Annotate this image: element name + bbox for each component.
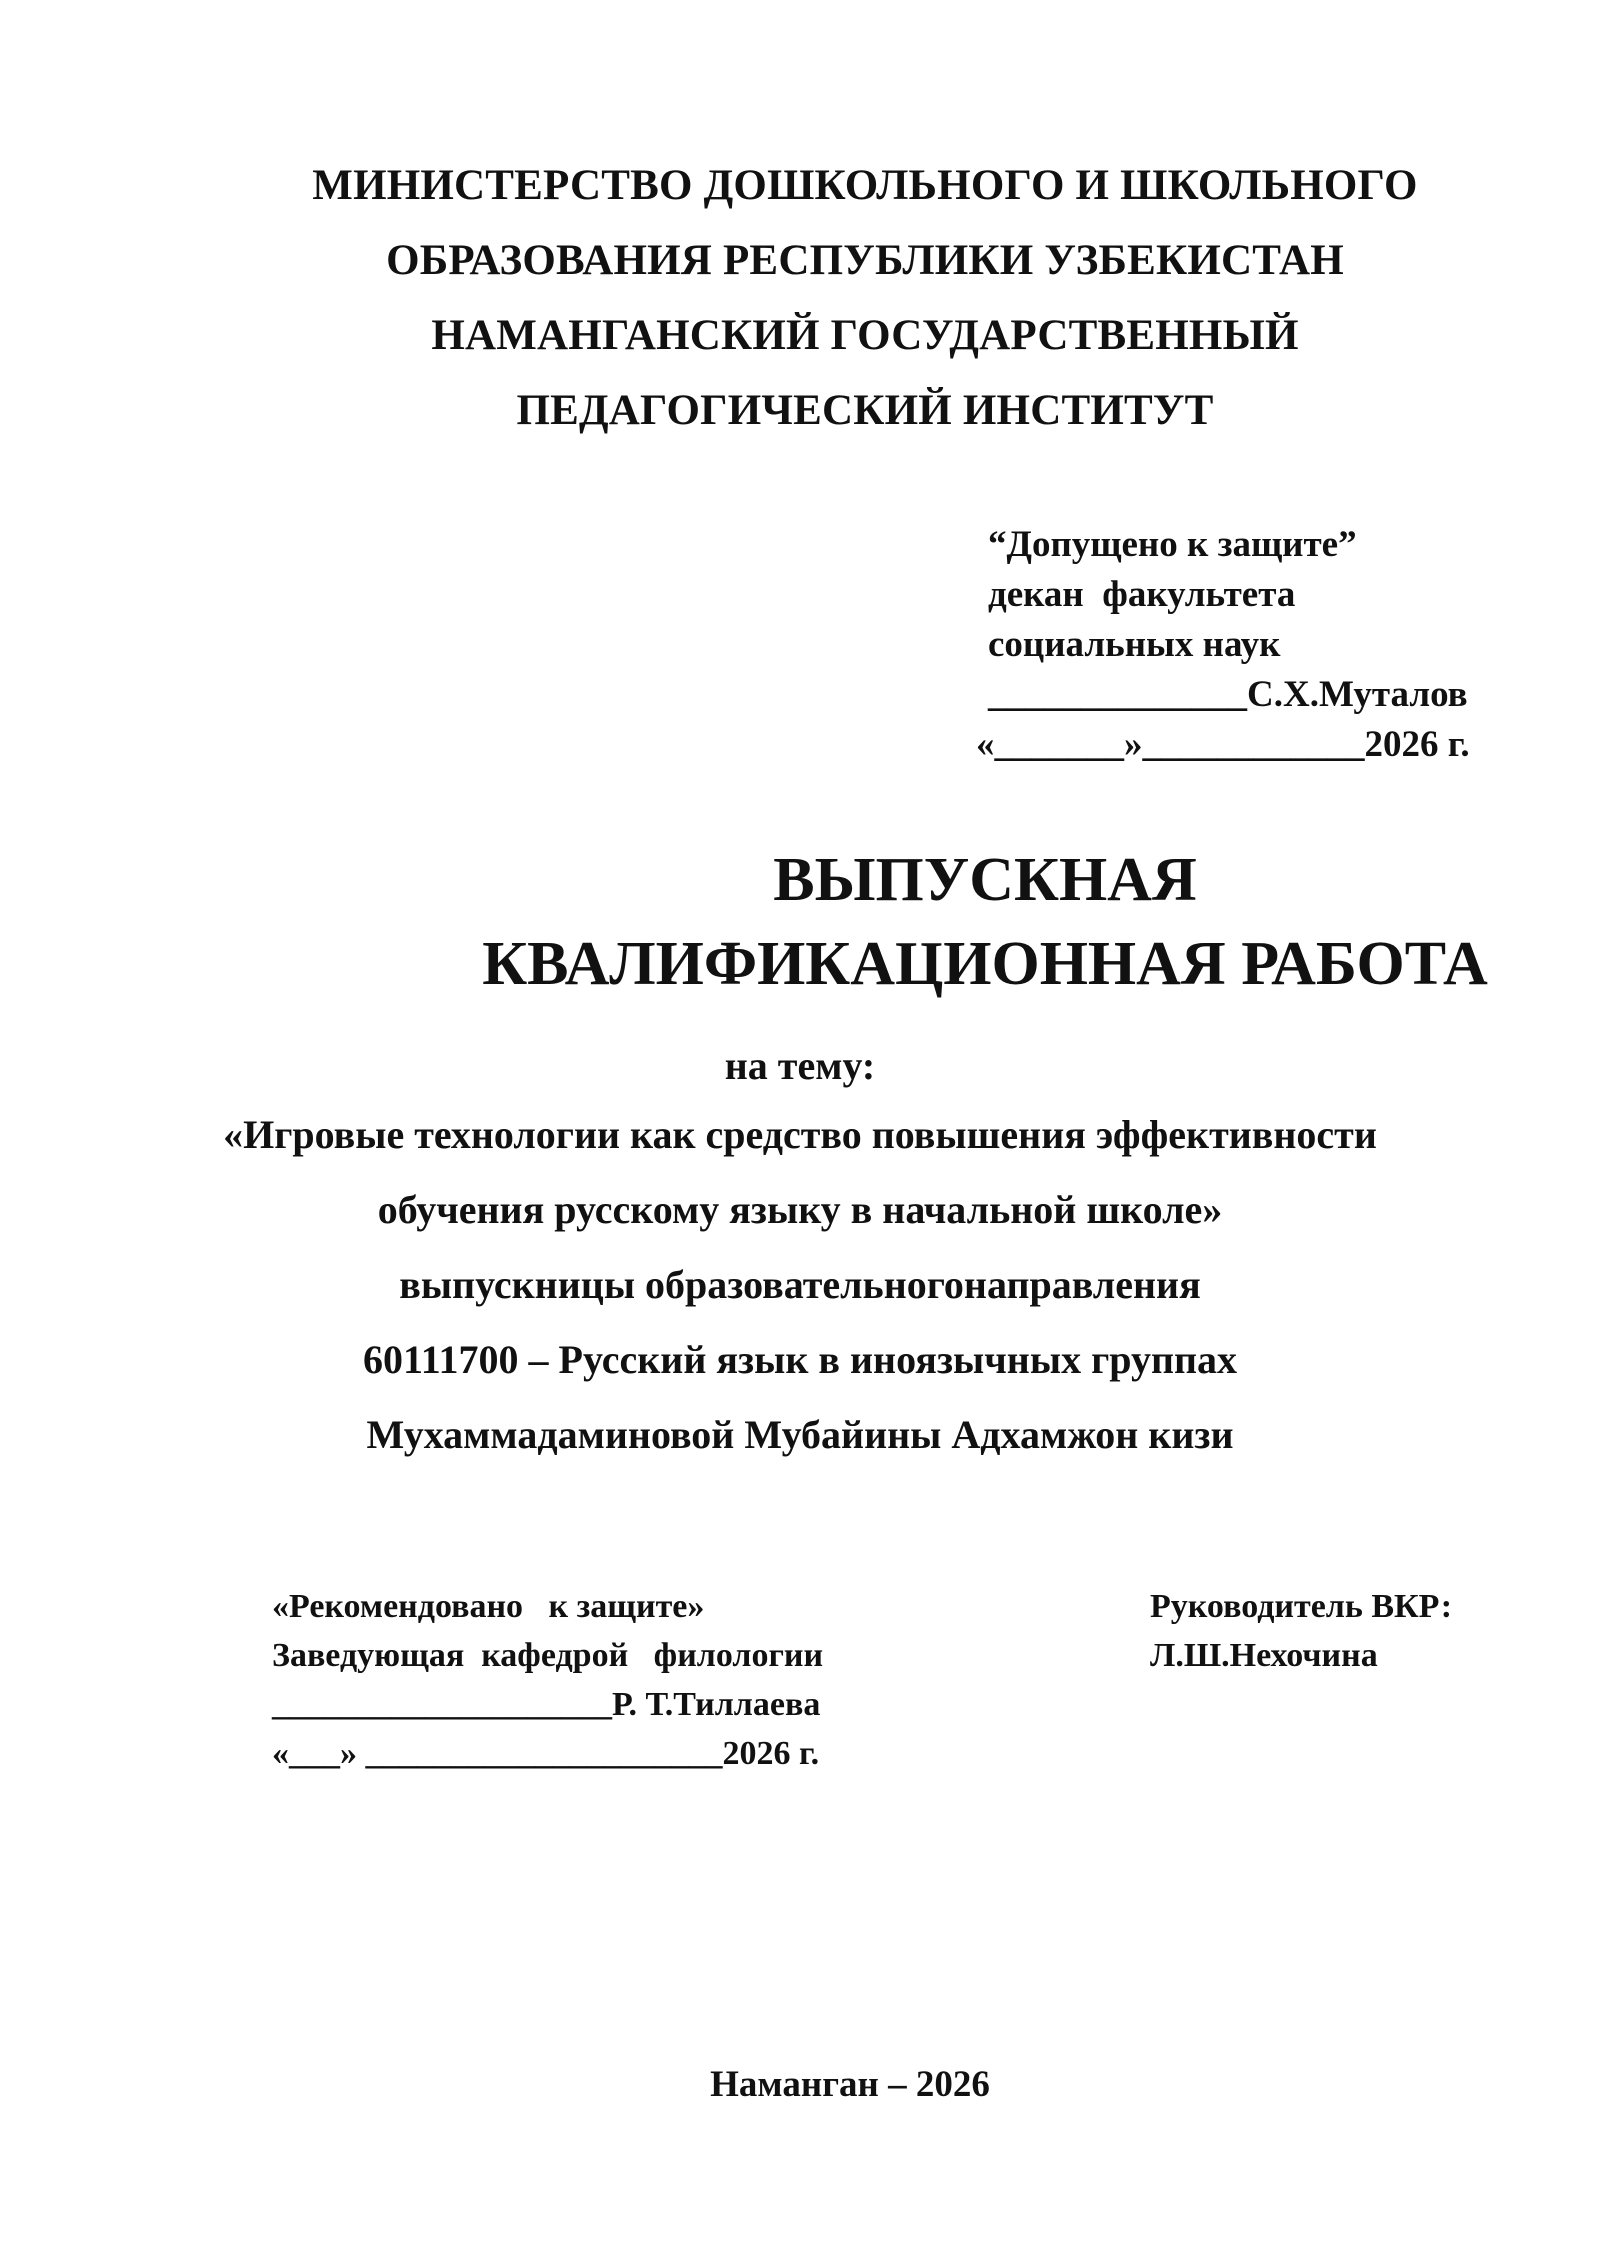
title-line: ВЫПУСКНАЯ (773, 846, 1197, 914)
work-title (0, 838, 1600, 1006)
header-line: ПЕДАГОГИЧЕСКИЙ ИНСТИТУТ (516, 387, 1214, 434)
dean-approval-block (976, 520, 1470, 770)
on-topic-label: на тему: (724, 1043, 876, 1088)
supervisor-block (1150, 1582, 1452, 1680)
topic-line: обучения русскому языку в начальной школе» (377, 1187, 1223, 1232)
topic-line: «Игровые технологии как средство повышения эффективности (223, 1112, 1377, 1157)
header-line: НАМАНГАНСКИЙ ГОСУДАРСТВЕННЫЙ (431, 312, 1299, 359)
header-line: ОБРАЗОВАНИЯ РЕСПУБЛИКИ УЗБЕКИСТАН (386, 237, 1344, 284)
supervisor-name: Л.Ш.Нехочина (1150, 1637, 1378, 1674)
recommendation-block (272, 1582, 823, 1778)
student-name: Мухаммадаминовой Мубайины Адхамжон кизи (366, 1412, 1234, 1457)
approval-line: “Допущено к защите” (988, 524, 1357, 565)
topic-block (0, 1035, 1600, 1472)
dean-signature-line: ______________С.Х.Муталов (988, 674, 1468, 715)
city-year: Наманган – 2026 (710, 2064, 990, 2105)
approval-line: социальных наук (988, 624, 1281, 665)
approval-date-line: «_______»____________2026 г. (976, 724, 1470, 765)
title-line: КВАЛИФИКАЦИОННАЯ РАБОТА (482, 930, 1488, 998)
direction-line: 60111700 – Русский язык в иноязычных группах (362, 1337, 1238, 1382)
graduate-line: выпускницы образовательногонаправления (399, 1262, 1201, 1307)
head-signature-line: ____________________Р. Т.Тиллаева (272, 1686, 821, 1723)
recommendation-date-line: «___» _____________________2026 г. (272, 1735, 820, 1772)
recommendation-line: «Рекомендовано к защите» (272, 1588, 705, 1625)
approval-line: декан факультета (988, 574, 1296, 615)
recommendation-line: Заведующая кафедрой филологии (272, 1637, 824, 1674)
header-line: МИНИСТЕРСТВО ДОШКОЛЬНОГО И ШКОЛЬНОГО (312, 162, 1418, 209)
supervisor-label: Руководитель ВКР: (1150, 1588, 1453, 1625)
institution-header (0, 148, 1600, 448)
